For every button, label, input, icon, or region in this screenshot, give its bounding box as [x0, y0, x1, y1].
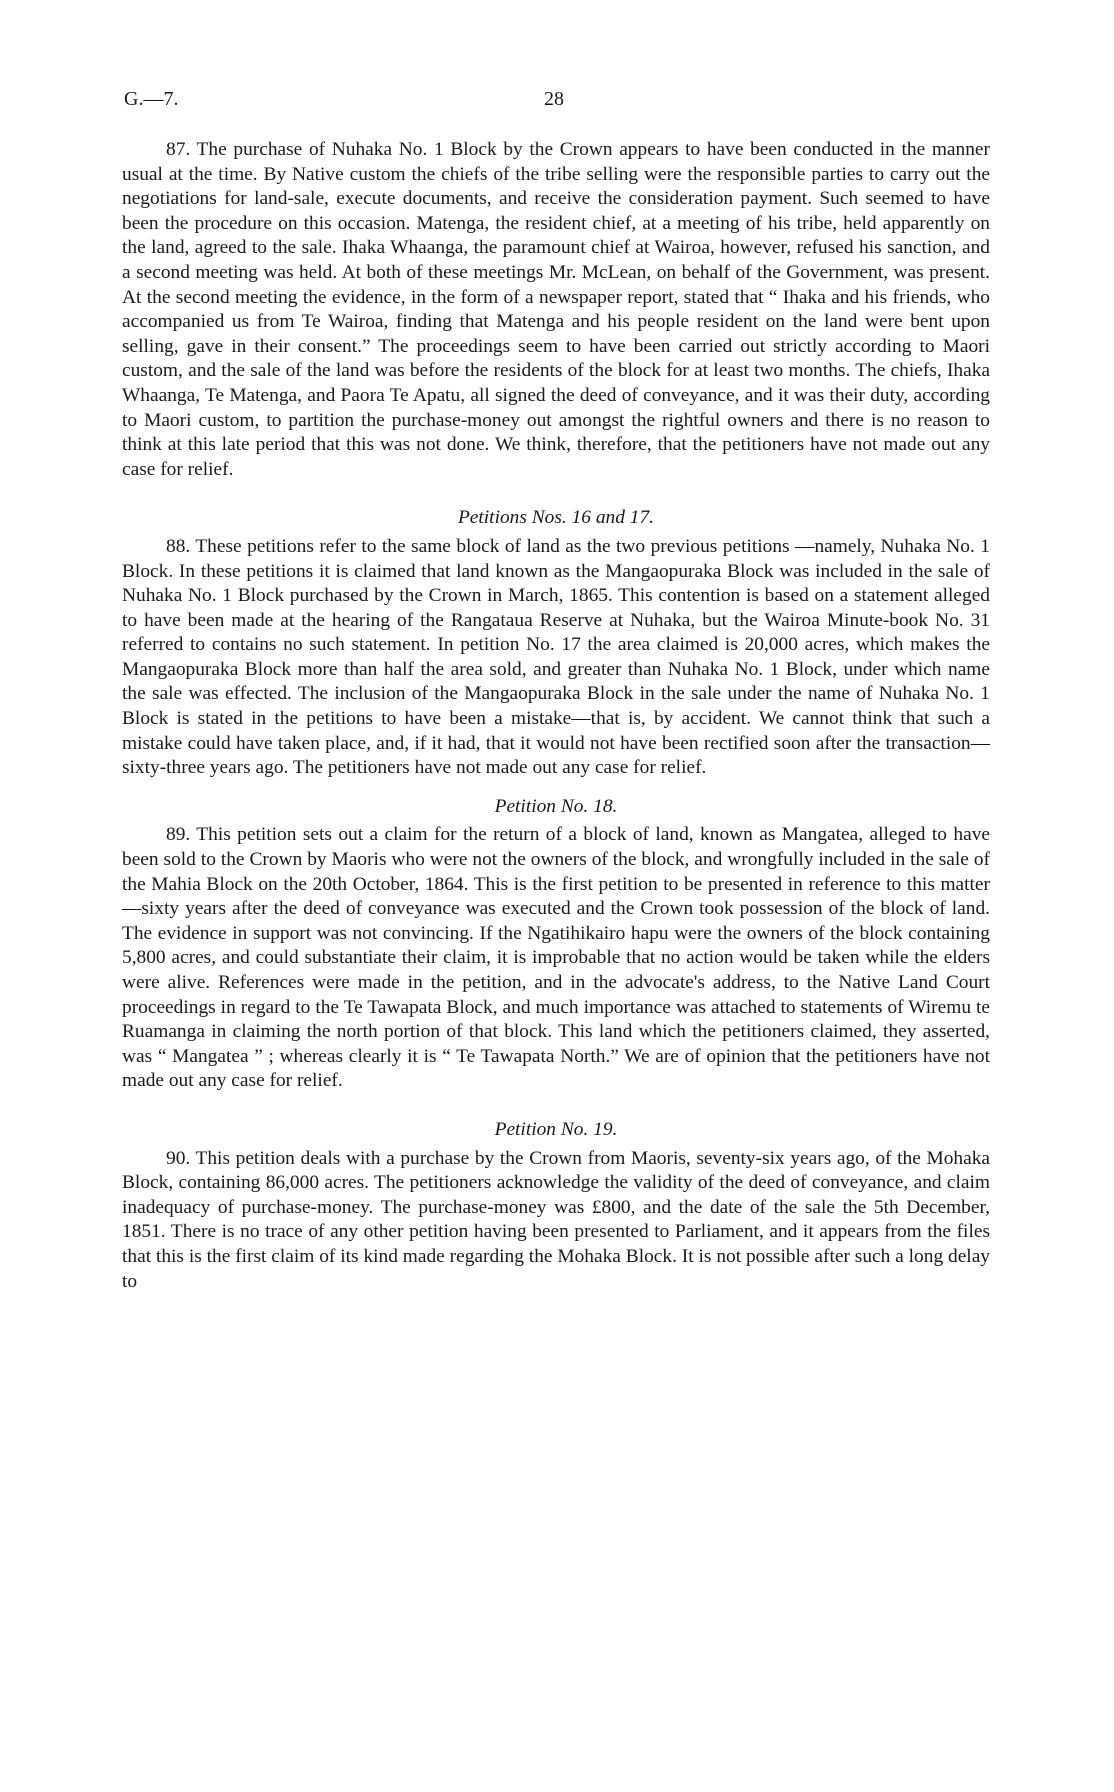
paragraph-89: 89. This petition sets out a claim for the return of a block of land, known as Mangatea, alleged to have been sold to the Crown by Maoris who were not the owners of the block, and wrongfully included in the sale of the Mahia Block on the 20th October, 1864. This is the first petition to be presented in reference to this matter —sixty years after the deed of conveyance was executed and the Crown took possession of the block of land. The evidence in support was not convincing. If the Ngatihikairo hapu were the owners of the block containing 5,800 acres, and could substantiate their claim, it is improbable that no action would be taken while the elders were alive. References were made in the petition, and in the advocate's address, to the Native Land Court proceedings in regard to the Te Tawapata Block, and much importance was attached to statements of Wiremu te Ruamanga in claiming the north portion of that block. This land which the petitioners claimed, they asserted, was “ Mangatea ” ; whereas clearly it is “ Te Tawapata North.” We are of opinion that the petitioners have not made out any case for relief.: [122, 824, 990, 1092]
page-header: [124, 88, 984, 112]
body-text: [122, 138, 990, 1294]
heading-petition-19: Petition No. 19.: [494, 1118, 618, 1140]
heading-petitions-16-17: Petitions Nos. 16 and 17.: [457, 507, 655, 529]
document-reference: G.—7.: [124, 88, 179, 110]
page-number: 28: [544, 88, 564, 110]
paragraph-88: 88. These petitions refer to the same block of land as the two previous petitions —namely, Nuhaka No. 1 Block. In these petitions it is claimed that land known as the Mangaopuraka Block was included in the sale of Nuhaka No. 1 Block purchased by the Crown in March, 1865. This contention is based on a statement alleged to have been made at the hearing of the Rangataua Reserve at Nuhaka, but the Wairoa Minute-book No. 31 referred to contains no such statement. In petition No. 17 the area claimed is 20,000 acres, which makes the Mangaopuraka Block more than half the area sold, and greater than Nuhaka No. 1 Block, under which name the sale was effected. The inclusion of the Mangaopuraka Block in the sale under the name of Nuhaka No. 1 Block is stated in the petitions to have been a mistake—that is, by accident. We cannot think that such a mistake could have taken place, and, if it had, that it would not have been rectified soon after the transaction—sixty-three years ago. The petitioners have not made out any case for relief.: [122, 535, 990, 779]
paragraph-87: 87. The purchase of Nuhaka No. 1 Block by the Crown appears to have been conducted in the manner usual at the time. By Native custom the chiefs of the tribe selling were the responsible parties to carry out the negotiations for land-sale, execute documents, and receive the consideration payment. Such seemed to have been the procedure on this occasion. Matenga, the resident chief, at a meeting of his tribe, held apparently on the land, agreed to the sale. Ihaka Whaanga, the paramount chief at Wairoa, however, refused his sanction, and a second meeting was held. At both of these meetings Mr. McLean, on behalf of the Government, was present. At the second meeting the evidence, in the form of a newspaper report, stated that “ Ihaka and his friends, who accompanied us from Te Wairoa, finding that Matenga and his people resident on the land were bent upon selling, gave in their consent.” The proceedings seem to have been carried out strictly according to Maori custom, and the sale of the land was before the residents of the block for at least two months. The chiefs, Ihaka Whaanga, Te Matenga, and Paora Te Apatu, all signed the deed of conveyance, and it was their duty, according to Maori custom, to partition the purchase-money out amongst the rightful owners and there is no reason to think at this late period that this was not done. We think, therefore, that the petitioners have not made out any case for relief.: [122, 139, 990, 480]
heading-petition-18: Petition No. 18.: [494, 795, 618, 817]
paragraph-90: 90. This petition deals with a purchase by the Crown from Maoris, seventy-six years ago, of the Mohaka Block, containing 86,000 acres. The petitioners acknowledge the validity of the deed of conveyance, and claim inadequacy of purchase-money. The purchase-money was £800, and the date of the sale the 5th December, 1851. There is no trace of any other petition having been presented to Parliament, and it appears from the files that this is the first claim of its kind made regarding the Mohaka Block. It is not possible after such a long delay to: [122, 1147, 990, 1292]
